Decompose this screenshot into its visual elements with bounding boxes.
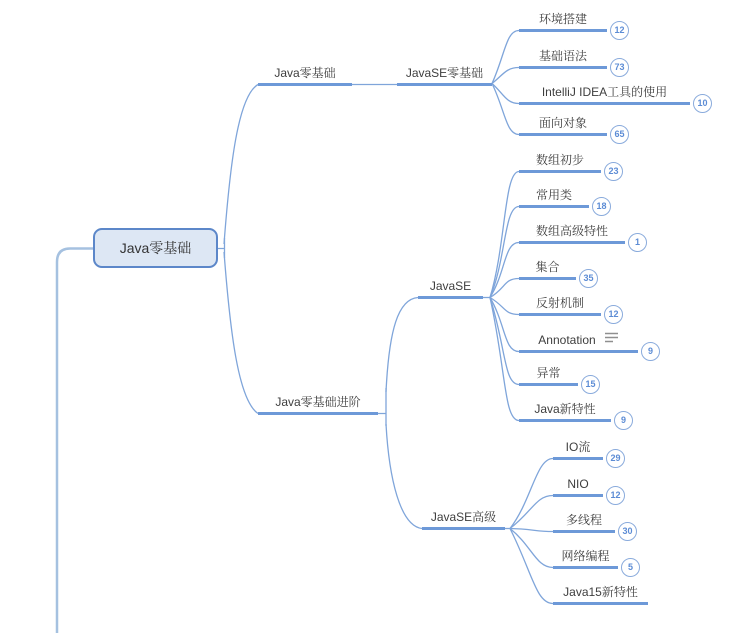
topic-reflection[interactable] [519,295,619,319]
count-badge[interactable]: 12 [610,21,629,40]
branch-label: JavaSE零基础 [405,66,484,80]
topic-label: 基础语法 [538,49,587,63]
connector-branch2-javase [386,298,418,393]
count-badge[interactable]: 12 [604,305,623,324]
topic-label: Annotation [538,333,596,347]
count-badge[interactable]: 65 [610,125,629,144]
topic-basic-syntax[interactable] [519,48,625,72]
topic-label: NIO [567,477,589,491]
topic-io-stream[interactable] [553,439,621,463]
branch-label: Java零基础 [274,66,336,80]
topic-array-advanced[interactable] [519,223,640,247]
root-topic-label: Java零基础 [119,240,192,256]
connector-fan-c1 [510,459,553,529]
branch-javase[interactable] [418,278,483,299]
topic-multithreading[interactable] [553,512,633,536]
topic-label: 多线程 [565,513,602,527]
count-badge[interactable]: 9 [614,411,633,430]
topic-array-basics[interactable] [519,152,619,176]
connector-fan-c3 [510,529,553,532]
topic-label: 异常 [536,366,561,380]
topic-label: Java新特性 [534,402,596,416]
count-badge[interactable]: 30 [618,522,637,541]
topic-collections[interactable] [519,259,594,283]
count-badge[interactable]: 12 [606,486,625,505]
topic-java15-new-features[interactable] [553,584,648,605]
topic-label: 网络编程 [561,549,610,563]
topic-label: 数组初步 [535,153,584,167]
topic-annotation[interactable] [519,332,653,356]
connector-fan-c4 [510,529,553,568]
topic-label: 环境搭建 [538,12,587,26]
notes-icon[interactable] [604,332,619,343]
connector-fan-c5 [510,529,553,604]
count-badge[interactable]: 10 [693,94,712,113]
connector-fan-b1 [490,172,519,298]
count-badge[interactable]: 73 [610,58,629,77]
branch-label: JavaSE高级 [430,510,497,524]
topic-label: 面向对象 [538,116,587,130]
count-badge[interactable]: 9 [641,342,660,361]
topic-env-setup[interactable] [519,11,625,35]
topic-oop[interactable] [519,115,625,139]
count-badge[interactable]: 5 [621,558,640,577]
count-badge[interactable]: 29 [606,449,625,468]
connector-root-branch2 [224,252,258,414]
connector-root-drop [57,249,93,633]
connector-fan-a3 [492,84,519,104]
connector-fan-b7 [490,298,519,385]
topic-nio[interactable] [553,476,621,500]
connector-fan-a1 [492,31,519,84]
topic-label: Java15新特性 [563,585,638,599]
connector-fan-b3 [490,243,519,298]
topic-label: 数组高级特性 [535,224,608,238]
branch-java-zero-advanced[interactable] [258,394,378,415]
connector-fan-a2 [492,68,519,84]
connector-fan-c2 [510,496,553,529]
topic-network-programming[interactable] [553,548,633,572]
topic-intellij-idea-usage[interactable] [519,84,708,108]
topic-label: 反射机制 [535,296,584,310]
topic-java-new-features[interactable] [519,401,626,425]
connector-branch2-trunk [378,388,386,426]
topic-label: IO流 [565,440,591,454]
connector-fan-b8 [490,298,519,421]
count-badge[interactable]: 1 [628,233,647,252]
branch-javase-advanced[interactable] [422,509,505,530]
connector-root-branch1 [224,85,258,245]
topic-label: IntelliJ IDEA工具的使用 [541,85,668,99]
topic-label: 常用类 [535,188,572,202]
branch-label: Java零基础进阶 [275,395,361,409]
branch-javase-zero-basics[interactable] [397,65,492,86]
connector-branch2-javase-adv [386,424,422,529]
count-badge[interactable]: 15 [581,375,600,394]
connector-fan-b4 [490,279,519,298]
connector-fan-b5 [490,298,519,315]
topic-label: 集合 [535,260,560,274]
topic-exception[interactable] [519,365,596,389]
count-badge[interactable]: 18 [592,197,611,216]
count-badge[interactable]: 23 [604,162,623,181]
branch-label: JavaSE [429,279,472,293]
root-topic[interactable] [93,228,218,268]
topic-common-classes[interactable] [519,187,607,211]
connector-fan-b6 [490,298,519,352]
count-badge[interactable]: 35 [579,269,598,288]
connector-fan-b2 [490,207,519,298]
connector-fan-a4 [492,84,519,135]
branch-java-zero-basics[interactable] [258,65,352,86]
